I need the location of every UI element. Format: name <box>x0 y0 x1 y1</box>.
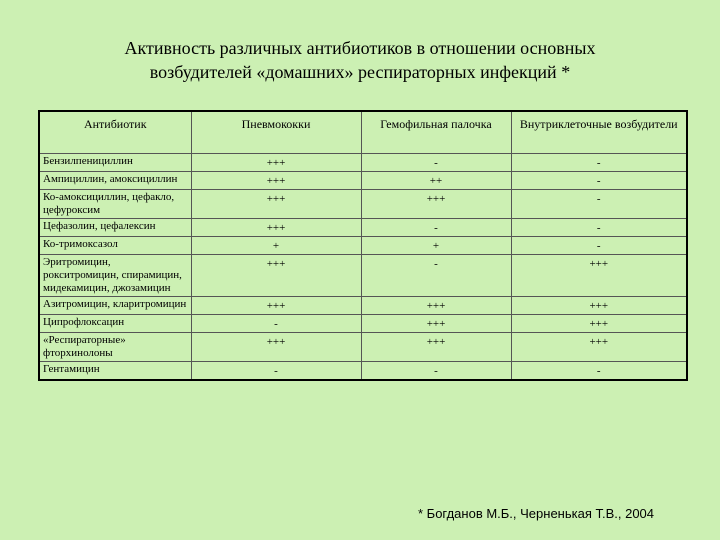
intracellular-activity: - <box>511 362 687 381</box>
title-line-2: возбудителей «домашних» респираторных инфекций * <box>149 62 571 82</box>
antibiotic-name: Ко-амоксициллин, цефакло, цефуроксим <box>39 190 191 219</box>
intracellular-activity: - <box>511 237 687 255</box>
intracellular-activity: - <box>511 154 687 172</box>
haemophilus-activity: + <box>361 237 511 255</box>
table-row <box>39 219 687 237</box>
pneumococci-activity: +++ <box>191 154 361 172</box>
table-row <box>39 154 687 172</box>
pneumococci-activity: + <box>191 237 361 255</box>
pneumococci-activity: +++ <box>191 219 361 237</box>
intracellular-activity: +++ <box>511 255 687 297</box>
table-row <box>39 333 687 362</box>
intracellular-activity: +++ <box>511 333 687 362</box>
intracellular-activity: - <box>511 172 687 190</box>
header-intracellular: Внутриклеточные возбудители <box>511 111 687 154</box>
pneumococci-activity: +++ <box>191 255 361 297</box>
antibiotic-name: Ко-тримоксазол <box>39 237 191 255</box>
haemophilus-activity: - <box>361 362 511 381</box>
intracellular-activity: - <box>511 190 687 219</box>
haemophilus-activity: +++ <box>361 190 511 219</box>
intracellular-activity: +++ <box>511 297 687 315</box>
intracellular-activity: - <box>511 219 687 237</box>
antibiotic-activity-table <box>38 110 688 381</box>
antibiotic-name: Ципрофлоксацин <box>39 315 191 333</box>
pneumococci-activity: +++ <box>191 172 361 190</box>
table-row <box>39 255 687 297</box>
table-row <box>39 315 687 333</box>
haemophilus-activity: +++ <box>361 315 511 333</box>
haemophilus-activity: - <box>361 255 511 297</box>
haemophilus-activity: +++ <box>361 297 511 315</box>
haemophilus-activity: - <box>361 219 511 237</box>
haemophilus-activity: - <box>361 154 511 172</box>
antibiotic-name: Ампициллин, амоксициллин <box>39 172 191 190</box>
pneumococci-activity: - <box>191 362 361 381</box>
antibiotic-name: Бензилпенициллин <box>39 154 191 172</box>
pneumococci-activity: +++ <box>191 297 361 315</box>
title-line-1: Активность различных антибиотиков в отношении основных <box>124 38 596 58</box>
table-row <box>39 297 687 315</box>
table-row <box>39 362 687 381</box>
pneumococci-activity: +++ <box>191 190 361 219</box>
haemophilus-activity: +++ <box>361 333 511 362</box>
header-pneumococci: Пневмококки <box>191 111 361 154</box>
pneumococci-activity: +++ <box>191 333 361 362</box>
pneumococci-activity: - <box>191 315 361 333</box>
table-header-row <box>39 111 687 154</box>
header-antibiotic: Антибиотик <box>39 111 191 154</box>
source-footnote: * Богданов М.Б., Черненькая Т.В., 2004 <box>418 506 655 521</box>
antibiotic-name: Цефазолин, цефалексин <box>39 219 191 237</box>
table-row <box>39 237 687 255</box>
antibiotic-name: Азитромицин, кларитромицин <box>39 297 191 315</box>
antibiotic-name: Эритромицин, рокситромицин, спирамицин, мидекамицин, джозамицин <box>39 255 191 297</box>
header-haemophilus: Гемофильная палочка <box>361 111 511 154</box>
table-row <box>39 190 687 219</box>
slide-title <box>60 36 660 84</box>
haemophilus-activity: ++ <box>361 172 511 190</box>
antibiotic-name: «Респираторные» фторхинолоны <box>39 333 191 362</box>
table-row <box>39 172 687 190</box>
antibiotic-name: Гентамицин <box>39 362 191 381</box>
intracellular-activity: +++ <box>511 315 687 333</box>
